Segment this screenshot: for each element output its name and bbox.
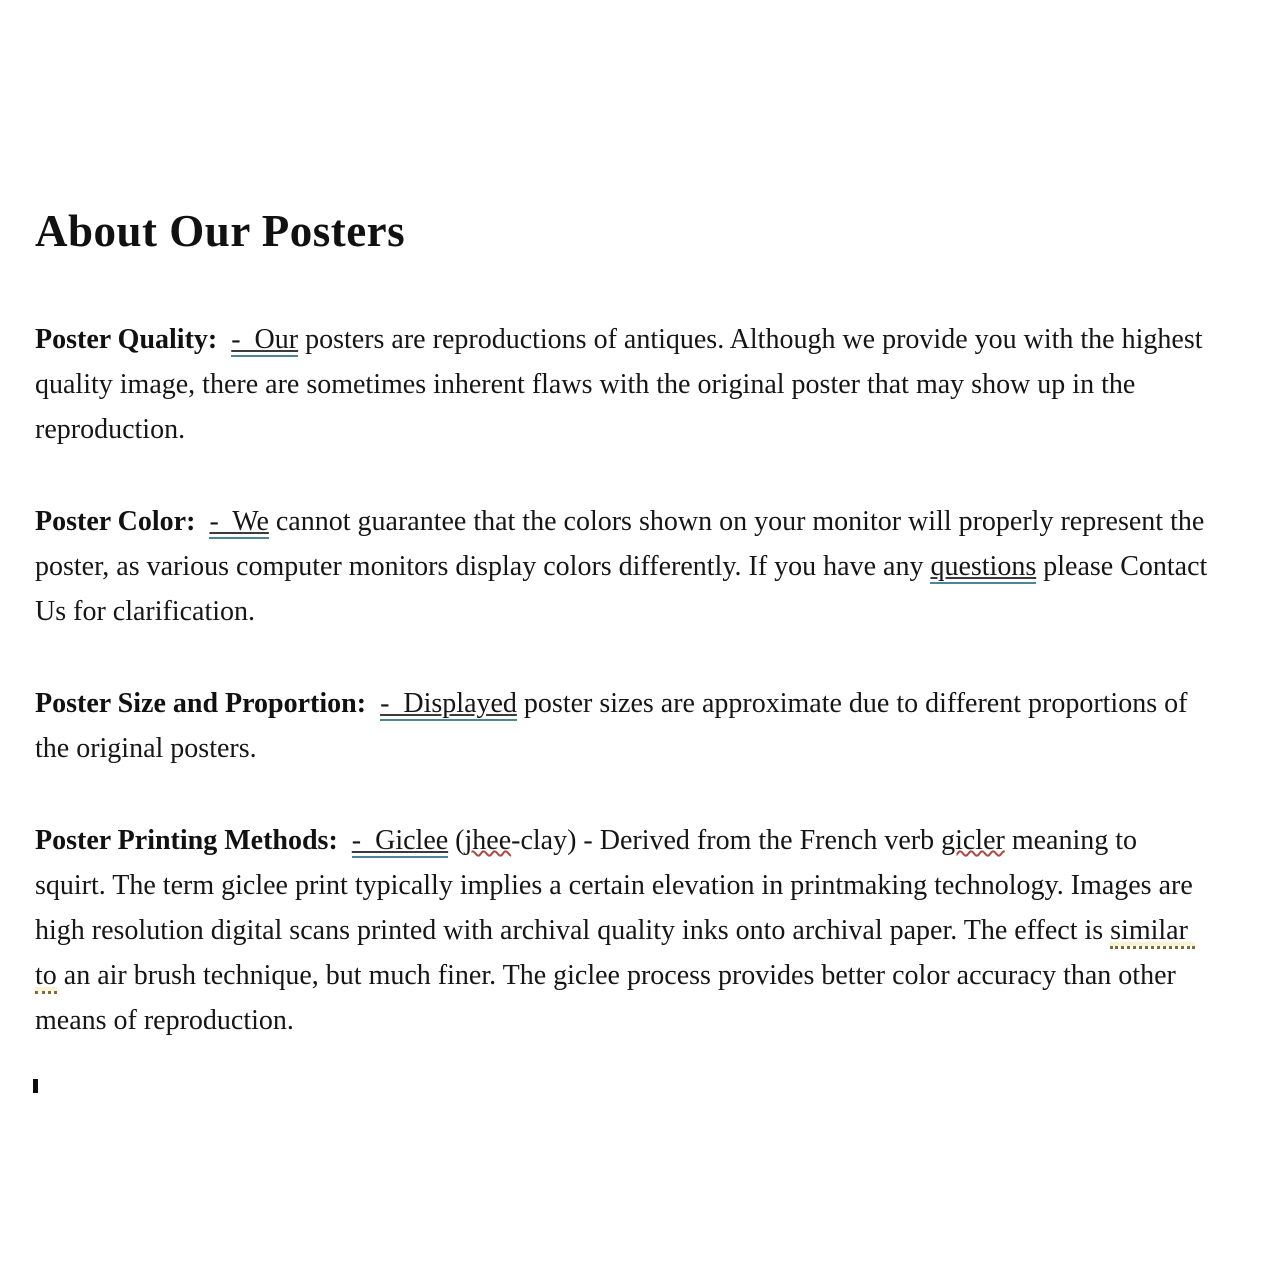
misspelled-word: gicler bbox=[941, 825, 1005, 856]
underlined-link-text[interactable]: questions bbox=[930, 551, 1037, 582]
text-segment: poster sizes are approximate due to different proportions of the original posters. bbox=[35, 688, 1195, 764]
underlined-link-text[interactable]: - Giclee bbox=[351, 825, 449, 856]
paragraph-heading: Poster Quality: bbox=[35, 324, 218, 355]
text-segment bbox=[217, 324, 231, 355]
paragraph-poster-quality bbox=[35, 317, 1210, 452]
paragraph-heading: Poster Color: bbox=[35, 506, 196, 537]
underlined-link-text[interactable]: - Our bbox=[231, 324, 299, 355]
text-segment: posters are reproductions of antiques. Although we provide you with the highest quality image, there are sometimes inherent flaws with the original poster that may show up in the reproduction. bbox=[35, 324, 1210, 445]
text-segment: cannot guarantee that the colors shown on your monitor will properly represent the poster, as various computer monitors display colors differently. If you have any bbox=[35, 506, 1212, 582]
text-segment: meaning to squirt. The term giclee print typically implies a certain elevation in printmaking technology. Images are high resolution digital scans printed with archival quality inks onto archival paper. The effect is bbox=[35, 825, 1200, 946]
text-cursor-mark bbox=[33, 1079, 38, 1093]
paragraph-heading: Poster Size and Proportion: bbox=[35, 688, 367, 719]
paragraph-poster-color bbox=[35, 499, 1215, 634]
text-segment bbox=[338, 825, 352, 856]
misspelled-word: jhee bbox=[464, 825, 512, 856]
page-title: About Our Posters bbox=[35, 206, 406, 256]
underlined-link-text[interactable]: - Displayed bbox=[380, 688, 517, 719]
text-segment: -clay) - Derived from the French verb bbox=[511, 825, 942, 856]
paragraphs-container bbox=[35, 317, 1215, 1043]
text-segment bbox=[366, 688, 380, 719]
paragraph-poster-printing-methods bbox=[35, 818, 1210, 1043]
text-segment: ( bbox=[448, 825, 465, 856]
text-segment bbox=[195, 506, 209, 537]
paragraph-poster-size-and-proportion bbox=[35, 681, 1210, 771]
dotted-underline-text: similar to bbox=[35, 915, 1195, 994]
underlined-link-text[interactable]: - We bbox=[209, 506, 269, 537]
text-segment: an air brush technique, but much finer. The giclee process provides better color accuracy than other means of reproduction. bbox=[35, 960, 1183, 1036]
text-segment: please Contact Us for clarification. bbox=[35, 551, 1215, 627]
paragraph-heading: Poster Printing Methods: bbox=[35, 825, 338, 856]
